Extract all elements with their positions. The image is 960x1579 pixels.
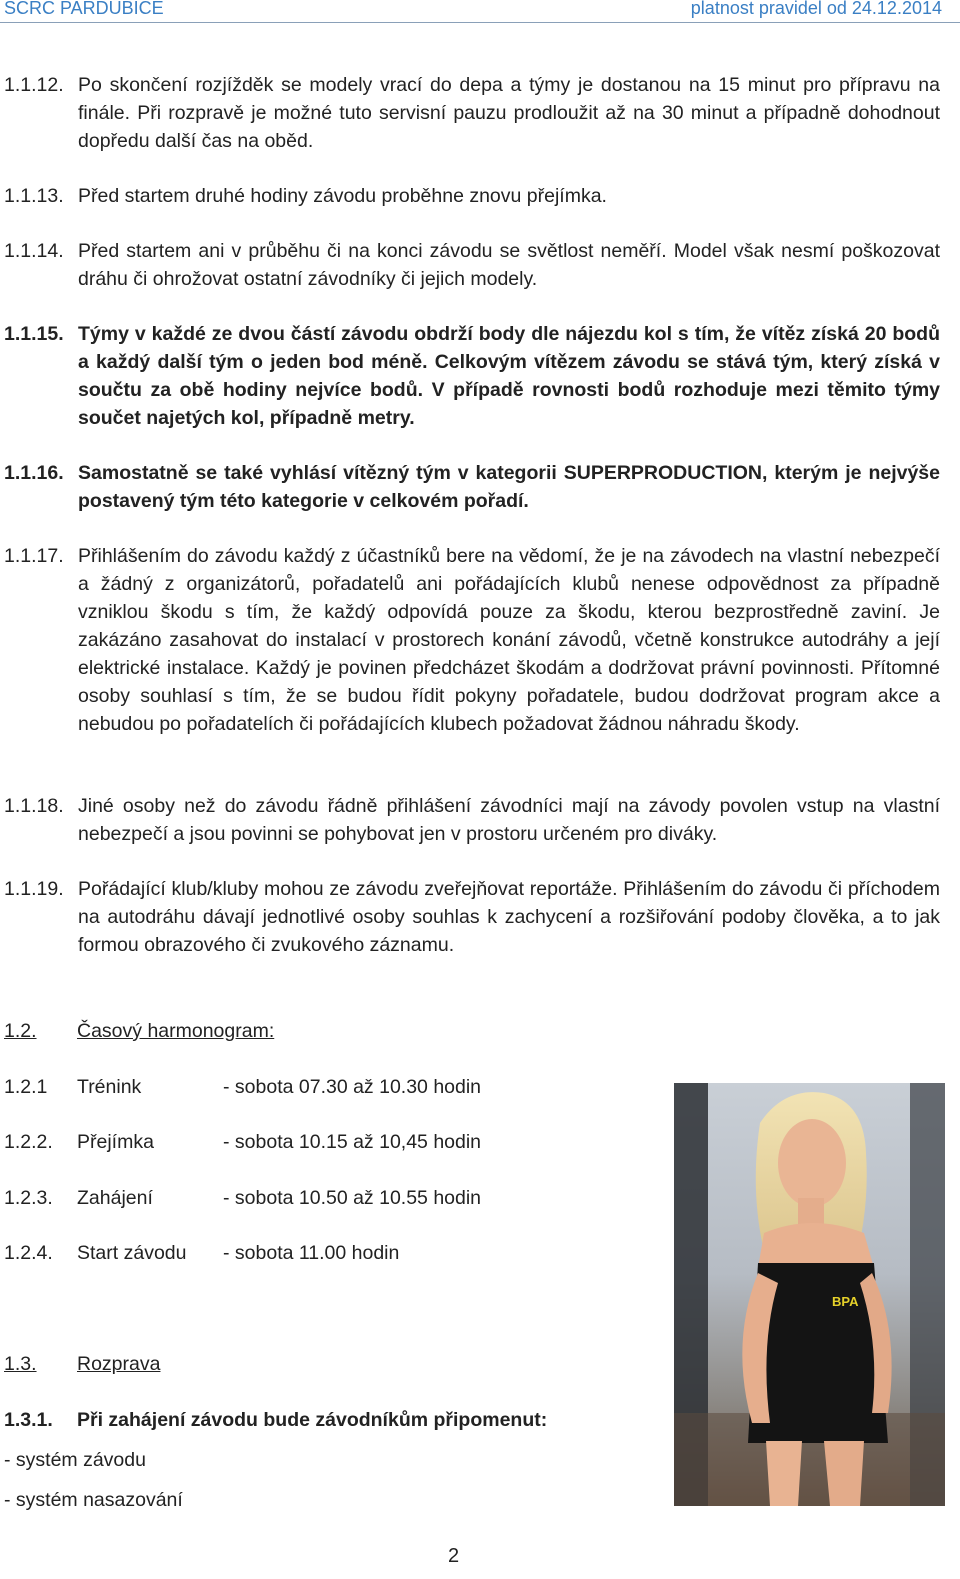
- bullet-item: - systém nasazování: [4, 1489, 183, 1511]
- clause-text: Jiné osoby než do závodu řádně přihlášení závodníci mají na závody povolen vstup na vlastní nebezpečí a jsou povinni se pohybovat jen v prostoru určeném pro diváky.: [78, 795, 940, 845]
- clause-number: 1.1.14.: [4, 240, 64, 262]
- clause-number: 1.1.19.: [4, 878, 64, 900]
- clause-1-1-18: [4, 792, 940, 848]
- section-number: 1.3.: [4, 1353, 37, 1375]
- schedule-time: - sobota 10.50 až 10.55 hodin: [223, 1187, 482, 1209]
- model-photo: [674, 1083, 945, 1506]
- page-header: [0, 0, 960, 23]
- clause-1-1-15: [4, 320, 940, 432]
- clause-number: 1.1.15.: [4, 323, 64, 345]
- clause-text: Při zahájení závodu bude závodníkům připomenut:: [77, 1409, 548, 1431]
- section-number: 1.2.: [4, 1020, 37, 1042]
- clause-text: Přihlášením do závodu každý z účastníků bere na vědomí, že je na závodech na vlastní nebezpečí a žádný z organizátorů, pořadatelů ani pořádajících klubů nenese odpovědnost za případně vzniklou škodu s tím, že každý odpovídá pouze za škodu, kterou bezprostředně zaviní. Je zakázáno zasahovat do instalací v prostorech konání závodů, včetně konstrukce autodráhy a její elektrické instalace. Každý je povinen předcházet škodám a dodržovat právní povinnosti. Přítomné osoby souhlasí s tím, že se budou řídit pokyny pořadatele, budou dodržovat program akce a nebudou po pořadatelích či pořádajících klubech požadovat žádnou náhradu škody.: [78, 545, 940, 735]
- schedule-number: 1.2.4.: [4, 1242, 53, 1264]
- schedule-number: 1.2.2.: [4, 1131, 53, 1153]
- clause-1-1-14: [4, 237, 940, 293]
- clause-number: 1.1.13.: [4, 185, 64, 207]
- clause-text: Před startem ani v průběhu či na konci závodu se světlost neměří. Model však nesmí poškozovat dráhu či ohrožovat ostatní závodníky či jejich modely.: [78, 240, 940, 290]
- schedule-label: Zahájení: [77, 1187, 153, 1209]
- clause-1-1-13: [4, 182, 940, 210]
- schedule-label: Trénink: [77, 1076, 142, 1098]
- section-title: Časový harmonogram:: [77, 1020, 275, 1042]
- clause-text: Po skončení rozjížděk se modely vrací do depa a týmy je dostanou na 15 minut pro přípravu na finále. Při rozpravě je možné tuto servisní pauzu prodloužit až na 30 minut a případně dohodnout dopředu další čas na oběd.: [78, 74, 940, 152]
- clause-text: Týmy v každé ze dvou částí závodu obdrží body dle nájezdu kol s tím, že vítěz získá 20 bodů a každý další tým o jeden bod méně. Celkovým vítězem závodu se stává tým, který získá v součtu za obě hodiny nejvíce bodů. V případě rovnosti bodů rozhoduje mezi těmito týmy součet najetých kol, případně metry.: [78, 323, 940, 429]
- schedule-number: 1.2.3.: [4, 1187, 53, 1209]
- clause-1-3-1: [4, 1406, 548, 1434]
- schedule-time: - sobota 10.15 až 10,45 hodin: [223, 1131, 482, 1153]
- clause-number: 1.1.18.: [4, 795, 64, 817]
- schedule-time: - sobota 11.00 hodin: [223, 1242, 400, 1264]
- header-validity: platnost pravidel od 24.12.2014: [690, 0, 942, 18]
- woman-in-black-dress-image: [674, 1083, 945, 1506]
- schedule-time: - sobota 07.30 až 10.30 hodin: [223, 1076, 482, 1098]
- clause-number: 1.3.1.: [4, 1409, 53, 1431]
- header-org: SCRC PARDUBICE: [4, 0, 164, 18]
- section-heading-schedule: [4, 1017, 274, 1045]
- clause-text: Pořádající klub/kluby mohou ze závodu zveřejňovat reportáže. Přihlášením do závodu či příchodem na autodráhu dávají jednotlivé osoby souhlas k zachycení a rozšiřování podoby člověka, a to jak formou obrazového či zvukového záznamu.: [78, 878, 940, 956]
- schedule-number: 1.2.1: [4, 1076, 48, 1098]
- clause-text: Samostatně se také vyhlásí vítězný tým v kategorii SUPERPRODUCTION, kterým je nejvýše postavený tým této kategorie v celkovém pořadí.: [78, 462, 940, 512]
- clause-number: 1.1.17.: [4, 545, 64, 567]
- clause-1-1-19: [4, 875, 940, 959]
- clause-1-1-16: [4, 459, 940, 515]
- clause-number: 1.1.12.: [4, 74, 64, 96]
- section-heading-briefing: [4, 1350, 160, 1378]
- page-number: 2: [448, 1545, 460, 1567]
- schedule-label: Start závodu: [77, 1242, 187, 1264]
- section-title: Rozprava: [77, 1353, 161, 1375]
- clause-number: 1.1.16.: [4, 462, 64, 484]
- bullet-item: - systém závodu: [4, 1449, 146, 1471]
- schedule-label: Přejímka: [77, 1131, 154, 1153]
- clause-1-1-17: [4, 542, 940, 738]
- clause-1-1-12: [4, 71, 940, 155]
- shirt-logo: BPA: [832, 1294, 859, 1309]
- clause-text: Před startem druhé hodiny závodu proběhne znovu přejímka.: [78, 185, 607, 207]
